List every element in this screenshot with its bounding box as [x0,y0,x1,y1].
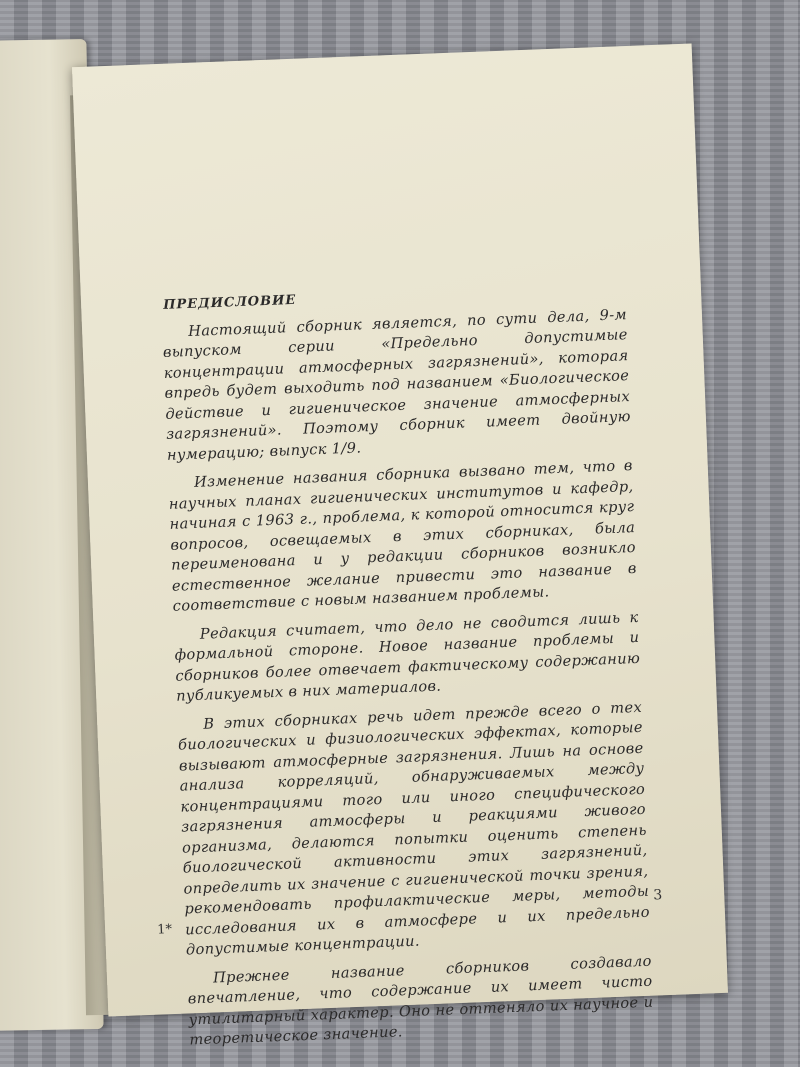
paragraph-5: Прежнее название сборников создавало впечатление, что содержание их имеет чисто утилитарный характер. Оно не оттеняло их научное и теоретическое значение. [187,952,654,1049]
signature-mark: 1* [156,922,173,938]
paragraph-4: В этих сборниках речь идет прежде всего о тех биологических и физиологических эффектах, которые вызывают атмосферные загрязнения. Лишь на основе анализа корреляций, обнаруживаемых между концентрациями того или иного специфического загрязнения атмосферы и реакциями живого организма, делаются попытки оценить степень биологической активности этих загрязнений, определить их значение с гигиенической точки зрения, рекомендовать профилактические меры, методы исследования их в атмосфере и их предельно допустимые концентрации. [177,698,651,959]
text-block [161,278,655,1059]
paragraph-2: Изменение названия сборника вызвано тем, что в научных планах гигиенических институтов и кафедр, начиная с 1963 г., проблема, к которой относится круг вопросов, освещаемых в этих сборниках, была переименована и у редакции сборников возникло естественное желание привести это название в соответствие с новым названием проблемы. [168,457,637,615]
page-heading: ПРЕДИСЛОВИЕ [162,292,297,313]
paragraph-3: Редакция считает, что дело не сводится лишь к формальной стороне. Новое название проблемы и сборников более отвечает фактическому содержанию публикуемых в них материалов. [174,608,641,705]
paragraph-1: Настоящий сборник является, по сути дела, 9-м выпуском серии «Предельно допустимые концентрации атмосферных загрязнений», которая впредь будет выходить под названием «Биологическое действие и гигиеническое значение атмосферных загрязнений». Поэтому сборник имеет двойную нумерацию; выпуск 1/9. [162,305,632,464]
book-page [72,43,728,1049]
page-number: 3 [652,887,663,904]
